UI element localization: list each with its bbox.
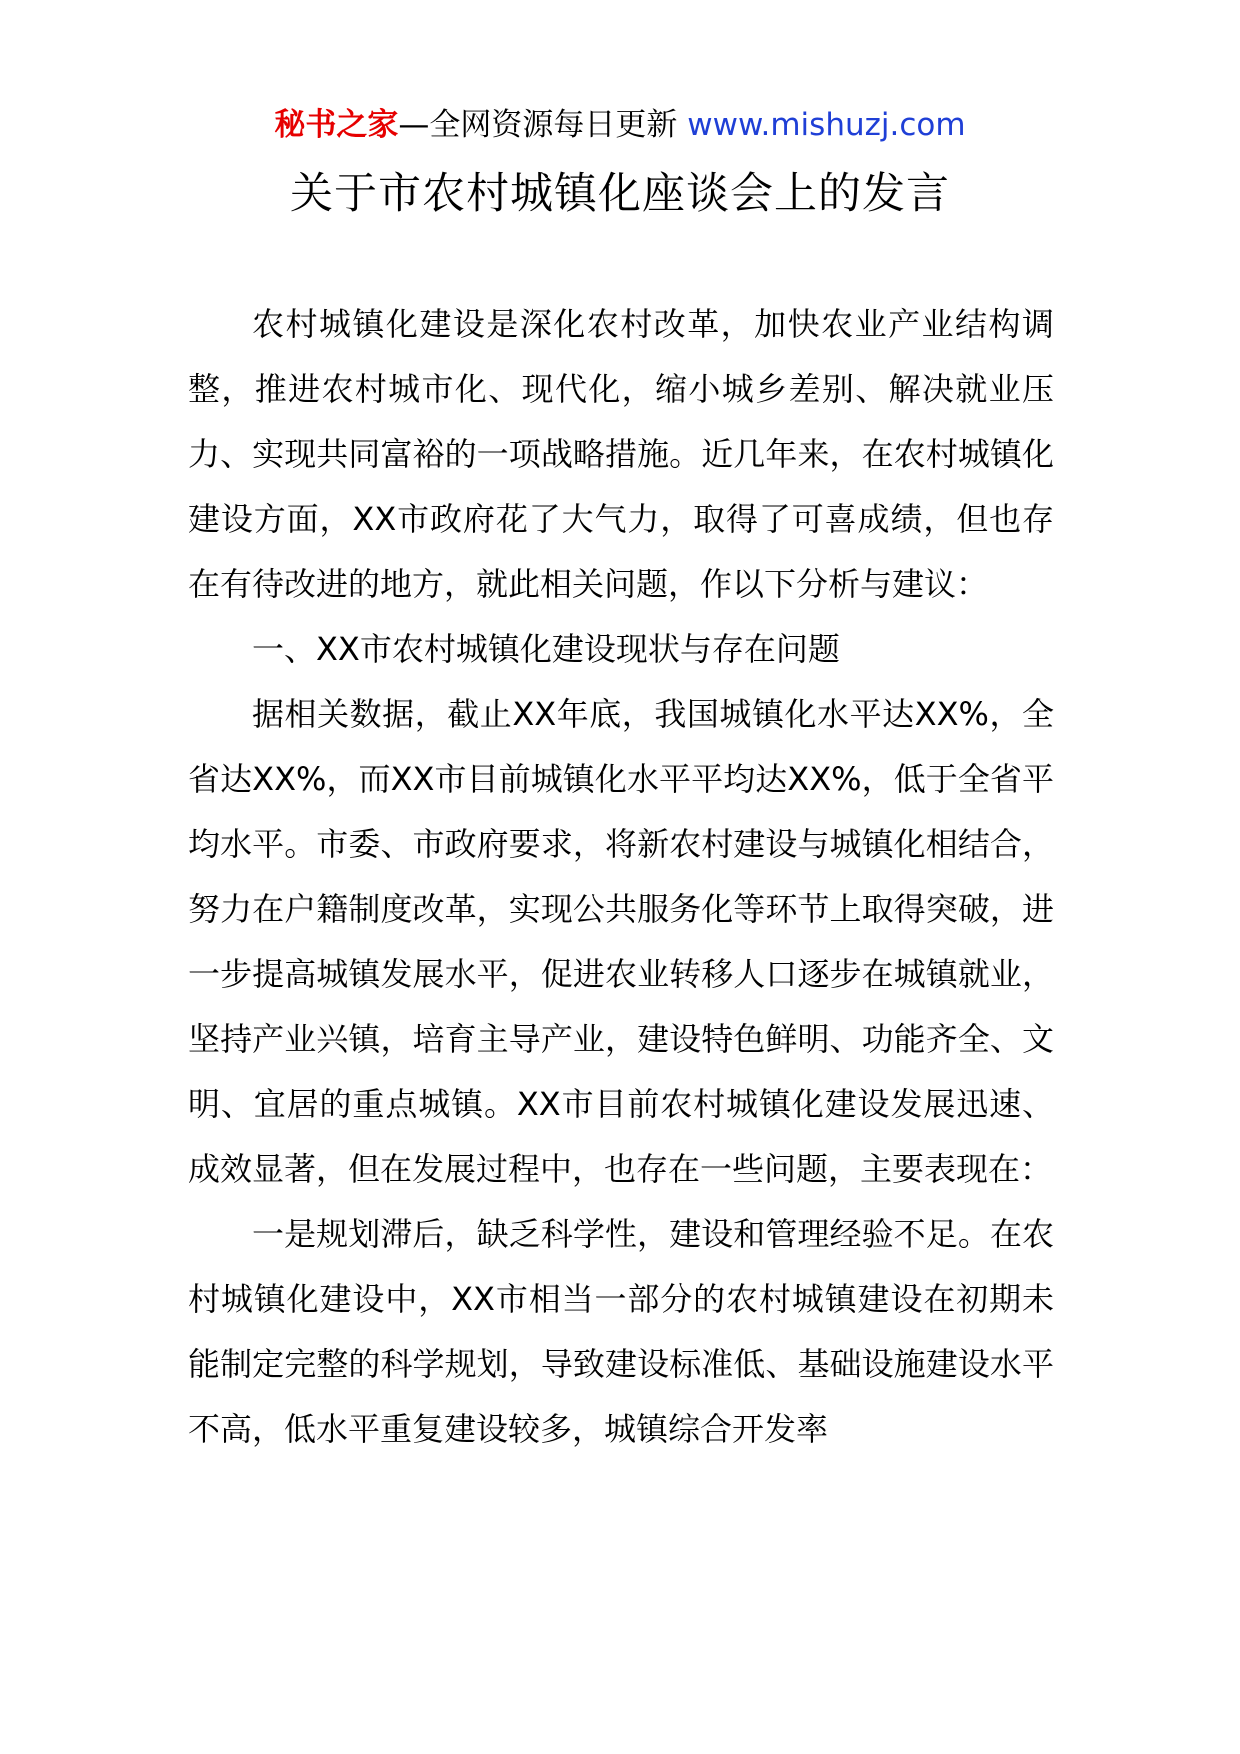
site-url-link[interactable]: www.mishuzj.com (687, 107, 966, 143)
site-header (0, 100, 1240, 150)
paragraph-intro: 农村城镇化建设是深化农村改革，加快农业产业结构调整，推进农村城市化、现代化，缩小城乡差别、解决就业压力、实现共同富裕的一项战略措施。近几年来，在农村城镇化建设方面，XX市政府花了大气力，取得了可喜成绩，但也存在有待改进的地方，就此相关问题，作以下分析与建议： (188, 305, 1054, 603)
site-tagline: —全网资源每日更新 (398, 107, 678, 143)
document-title: 关于市农村城镇化座谈会上的发言 (290, 169, 950, 219)
paragraph-problem-1: 一是规划滞后，缺乏科学性，建设和管理经验不足。在农村城镇化建设中，XX市相当一部分的农村城镇建设在初期未能制定完整的科学规划，导致建设标准低、基础设施建设水平不高，低水平重复建设较多，城镇综合开发率 (188, 1215, 1054, 1448)
brand-name: 秘书之家 (274, 107, 399, 143)
section-heading-1: 一、XX市农村城镇化建设现状与存在问题 (252, 630, 840, 668)
document-body (188, 292, 1054, 1462)
paragraph-status: 据相关数据，截止XX年底，我国城镇化水平达XX%，全省达XX%，而XX市目前城镇化水平平均达XX%，低于全省平均水平。市委、市政府要求，将新农村建设与城镇化相结合，努力在户籍制度改革，实现公共服务化等环节上取得突破，进一步提高城镇发展水平，促进农业转移人口逐步在城镇就业，坚持产业兴镇，培育主导产业，建设特色鲜明、功能齐全、文明、宜居的重点城镇。XX市目前农村城镇化建设发展迅速、成效显著，但在发展过程中，也存在一些问题，主要表现在： (188, 695, 1054, 1188)
